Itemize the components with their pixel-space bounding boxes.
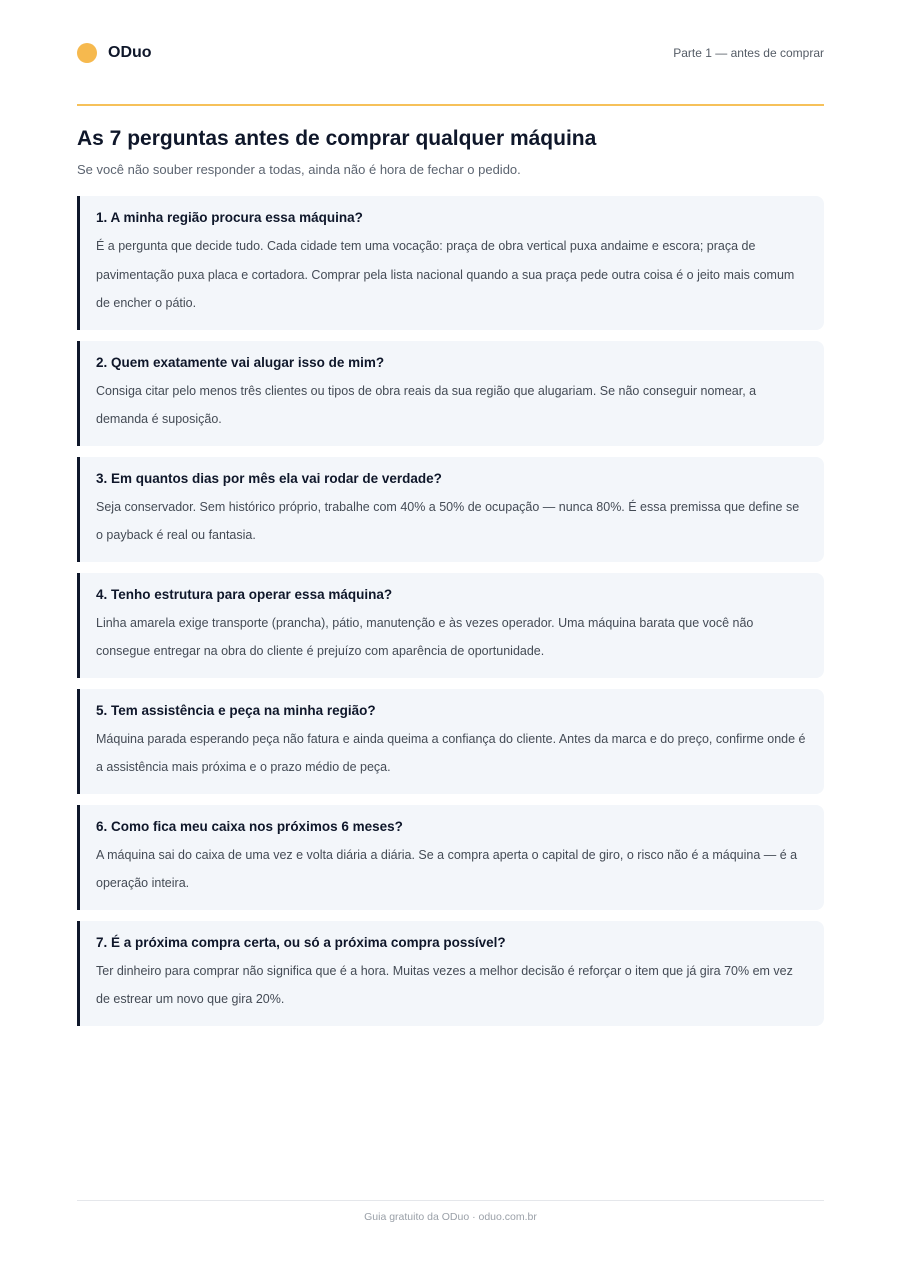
page-subtitle: Se você não souber responder a todas, ainda não é hora de fechar o pedido. xyxy=(77,162,521,177)
question-card-4 xyxy=(77,573,824,678)
question-text: Seja conservador. Sem histórico próprio, trabalhe com 40% a 50% de ocupação — nunca 80%. É essa premissa que define se o payback é real ou fantasia. xyxy=(96,499,800,542)
page-title: As 7 perguntas antes de comprar qualquer máquina xyxy=(77,127,597,150)
question-card-6 xyxy=(77,805,824,910)
question-text: A máquina sai do caixa de uma vez e volta diária a diária. Se a compra aperta o capital de giro, o risco não é a máquina — é a operação inteira. xyxy=(96,847,798,890)
question-title: 4. Tenho estrutura para operar essa máquina? xyxy=(96,586,393,602)
question-text: Máquina parada esperando peça não fatura e ainda queima a confiança do cliente. Antes da marca e do preço, confirme onde é a assistência mais próxima e o prazo médio de peça. xyxy=(96,731,806,774)
question-text: Linha amarela exige transporte (prancha), pátio, manutenção e às vezes operador. Uma máquina barata que você não consegue entregar na obra do cliente é prejuízo com aparência de oportunidade. xyxy=(96,615,754,658)
brand-logo-icon xyxy=(77,43,97,63)
question-title: 7. É a próxima compra certa, ou só a próxima compra possível? xyxy=(96,934,506,950)
question-text: É a pergunta que decide tudo. Cada cidade tem uma vocação: praça de obra vertical puxa andaime e escora; praça de pavimentação puxa placa e cortadora. Comprar pela lista nacional quando a sua praça pede outra coisa é o jeito mais comum de encher o pátio. xyxy=(96,239,795,310)
question-card-7 xyxy=(77,921,824,1026)
question-title: 6. Como fica meu caixa nos próximos 6 meses? xyxy=(96,818,403,834)
page xyxy=(77,0,824,1037)
question-title: 3. Em quantos dias por mês ela vai rodar de verdade? xyxy=(96,470,442,486)
page-header xyxy=(77,0,824,106)
question-card-3 xyxy=(77,457,824,562)
question-card-2 xyxy=(77,341,824,446)
question-text: Ter dinheiro para comprar não significa que é a hora. Muitas vezes a melhor decisão é reforçar o item que já gira 70% em vez de estrear um novo que gira 20%. xyxy=(96,963,793,1006)
question-text: Consiga citar pelo menos três clientes ou tipos de obra reais da sua região que alugariam. Se não conseguir nomear, a demanda é suposição. xyxy=(96,383,757,426)
brand xyxy=(77,43,152,63)
question-title: 2. Quem exatamente vai alugar isso de mim? xyxy=(96,354,385,370)
question-title: 1. A minha região procura essa máquina? xyxy=(96,210,363,225)
section-label: Parte 1 — antes de comprar xyxy=(673,46,824,60)
question-card-5 xyxy=(77,689,824,794)
question-card-1 xyxy=(77,196,824,330)
question-list xyxy=(77,196,824,1026)
brand-name: ODuo xyxy=(108,44,152,61)
question-title: 5. Tem assistência e peça na minha região? xyxy=(96,702,376,718)
page-footer: Guia gratuito da ODuo · oduo.com.br xyxy=(77,1200,824,1223)
